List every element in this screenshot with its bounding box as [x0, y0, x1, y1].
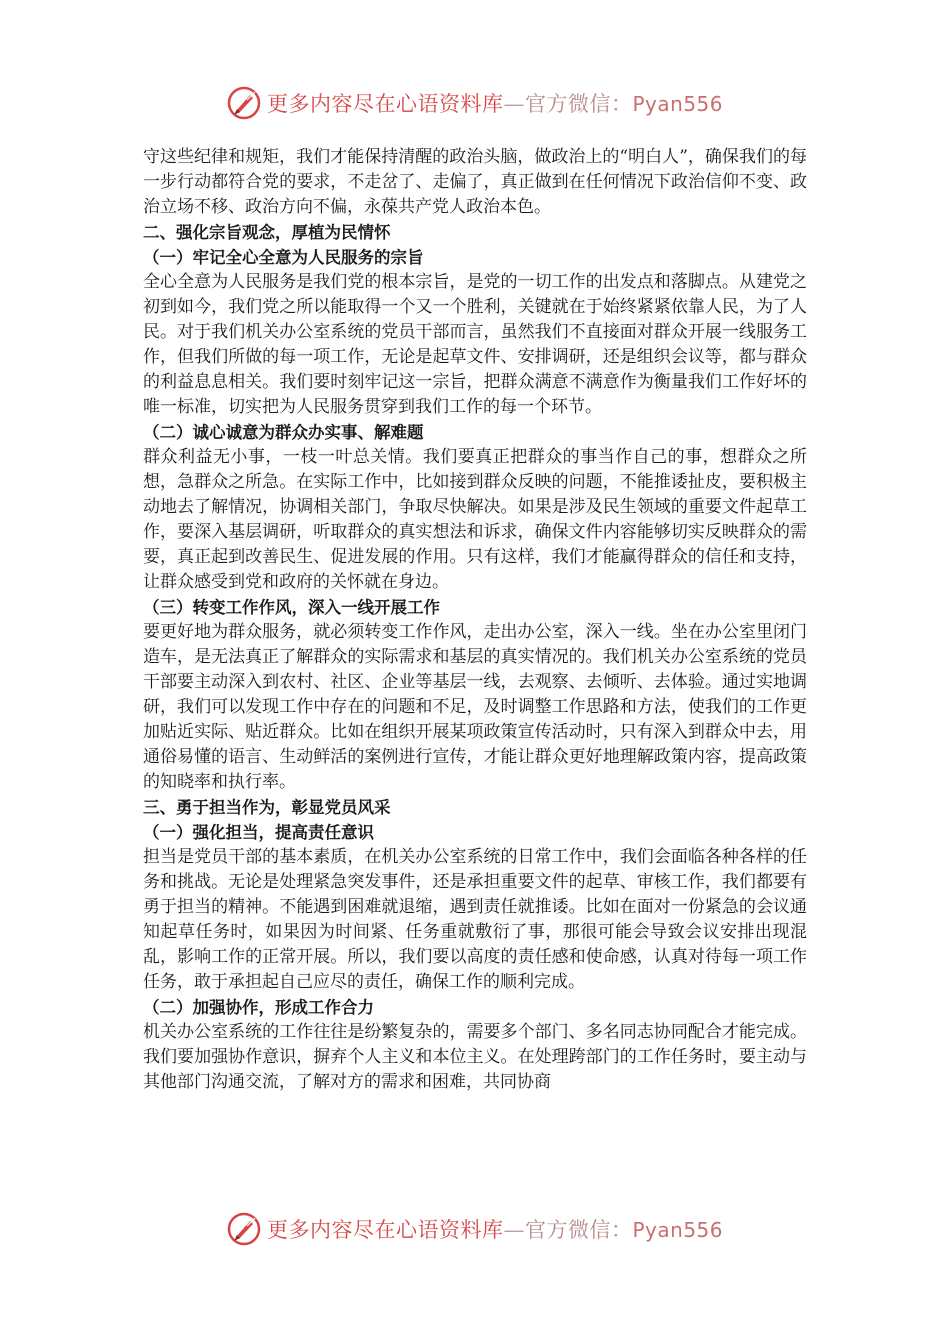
banner-subtitle: 官方微信： — [524, 1218, 633, 1242]
intro-paragraph: 守这些纪律和规矩，我们才能保持清醒的政治头脑，做政治上的“明白人”，确保我们的每一步行动都符合党的要求，不走岔了、走偏了，真正做到在任何情况下政治信仰不变、政治立场不移、政治方向不偏，永葆共产党人政治本色。 — [143, 147, 807, 217]
document-body — [143, 145, 807, 1095]
banner-title: 更多内容尽在心语资料库 — [266, 92, 504, 116]
banner-caption — [267, 88, 723, 118]
section-3-heading: 三、勇于担当作为，彰显党员风采 — [143, 798, 391, 817]
banner-separator: — — [503, 1218, 525, 1242]
section-2-3-heading: （三）转变工作作风，深入一线开展工作 — [143, 598, 440, 617]
section-2-2-paragraph: 群众利益无小事，一枝一叶总关情。我们要真正把群众的事当作自己的事，想群众之所想，急群众之所急。在实际工作中，比如接到群众反映的问题，不能推诿扯皮，要积极主动地去了解情况，协调相关部门，争取尽快解决。如果是涉及民生领域的重要文件起草工作，要深入基层调研，听取群众的真实想法和诉求，确保文件内容能够切实反映群众的需要，真正起到改善民生、促进发展的作用。只有这样，我们才能赢得群众的信任和支持，让群众感受到党和政府的关怀就在身边。 — [143, 447, 807, 592]
banner-wechat-id: Pyan556 — [632, 1218, 723, 1242]
banner-caption — [267, 1214, 723, 1244]
pen-quill-icon — [227, 1212, 261, 1246]
banner-subtitle: 官方微信： — [524, 92, 633, 116]
pen-quill-icon — [227, 86, 261, 120]
section-3-2-heading: （二）加强协作，形成工作合力 — [143, 998, 374, 1017]
header-banner — [0, 83, 950, 123]
section-2-2-heading: （二）诚心诚意为群众办实事、解难题 — [143, 423, 424, 442]
banner-wechat-id: Pyan556 — [632, 92, 723, 116]
section-3-1-paragraph: 担当是党员干部的基本素质，在机关办公室系统的日常工作中，我们会面临各种各样的任务和挑战。无论是处理紧急突发事件，还是承担重要文件的起草、审核工作，我们都要有勇于担当的精神。不能遇到困难就退缩，遇到责任就推诿。比如在面对一份紧急的会议通知起草任务时，如果因为时间紧、任务重就敷衍了事，那很可能会导致会议安排出现混乱，影响工作的正常开展。所以，我们要以高度的责任感和使命感，认真对待每一项工作任务，敢于承担起自己应尽的责任，确保工作的顺利完成。 — [143, 847, 807, 992]
section-2-3-paragraph: 要更好地为群众服务，就必须转变工作作风，走出办公室，深入一线。坐在办公室里闭门造车，是无法真正了解群众的实际需求和基层的真实情况的。我们机关办公室系统的党员干部要主动深入到农村、社区、企业等基层一线，去观察、去倾听、去体验。通过实地调研，我们可以发现工作中存在的问题和不足，及时调整工作思路和方法，使我们的工作更加贴近实际、贴近群众。比如在组织开展某项政策宣传活动时，只有深入到群众中去，用通俗易懂的语言、生动鲜活的案例进行宣传，才能让群众更好地理解政策内容，提高政策的知晓率和执行率。 — [143, 622, 807, 792]
banner-title: 更多内容尽在心语资料库 — [266, 1218, 504, 1242]
section-2-1-heading: （一）牢记全心全意为人民服务的宗旨 — [143, 248, 424, 267]
section-2-1-paragraph: 全心全意为人民服务是我们党的根本宗旨，是党的一切工作的出发点和落脚点。从建党之初到如今，我们党之所以能取得一个又一个胜利，关键就在于始终紧紧依靠人民，为了人民。对于我们机关办公室系统的党员干部而言，虽然我们不直接面对群众开展一线服务工作，但我们所做的每一项工作，无论是起草文件、安排调研，还是组织会议等，都与群众的利益息息相关。我们要时刻牢记这一宗旨，把群众满意不满意作为衡量我们工作好坏的唯一标准，切实把为人民服务贯穿到我们工作的每一个环节。 — [143, 272, 807, 417]
section-2-heading: 二、强化宗旨观念，厚植为民情怀 — [143, 223, 391, 242]
banner-separator: — — [503, 92, 525, 116]
section-3-2-paragraph: 机关办公室系统的工作往往是纷繁复杂的，需要多个部门、多名同志协同配合才能完成。我们要加强协作意识，摒弃个人主义和本位主义。在处理跨部门的工作任务时，要主动与其他部门沟通交流，了解对方的需求和困难，共同协商 — [143, 1022, 807, 1092]
section-3-1-heading: （一）强化担当，提高责任意识 — [143, 823, 374, 842]
footer-banner — [0, 1209, 950, 1249]
